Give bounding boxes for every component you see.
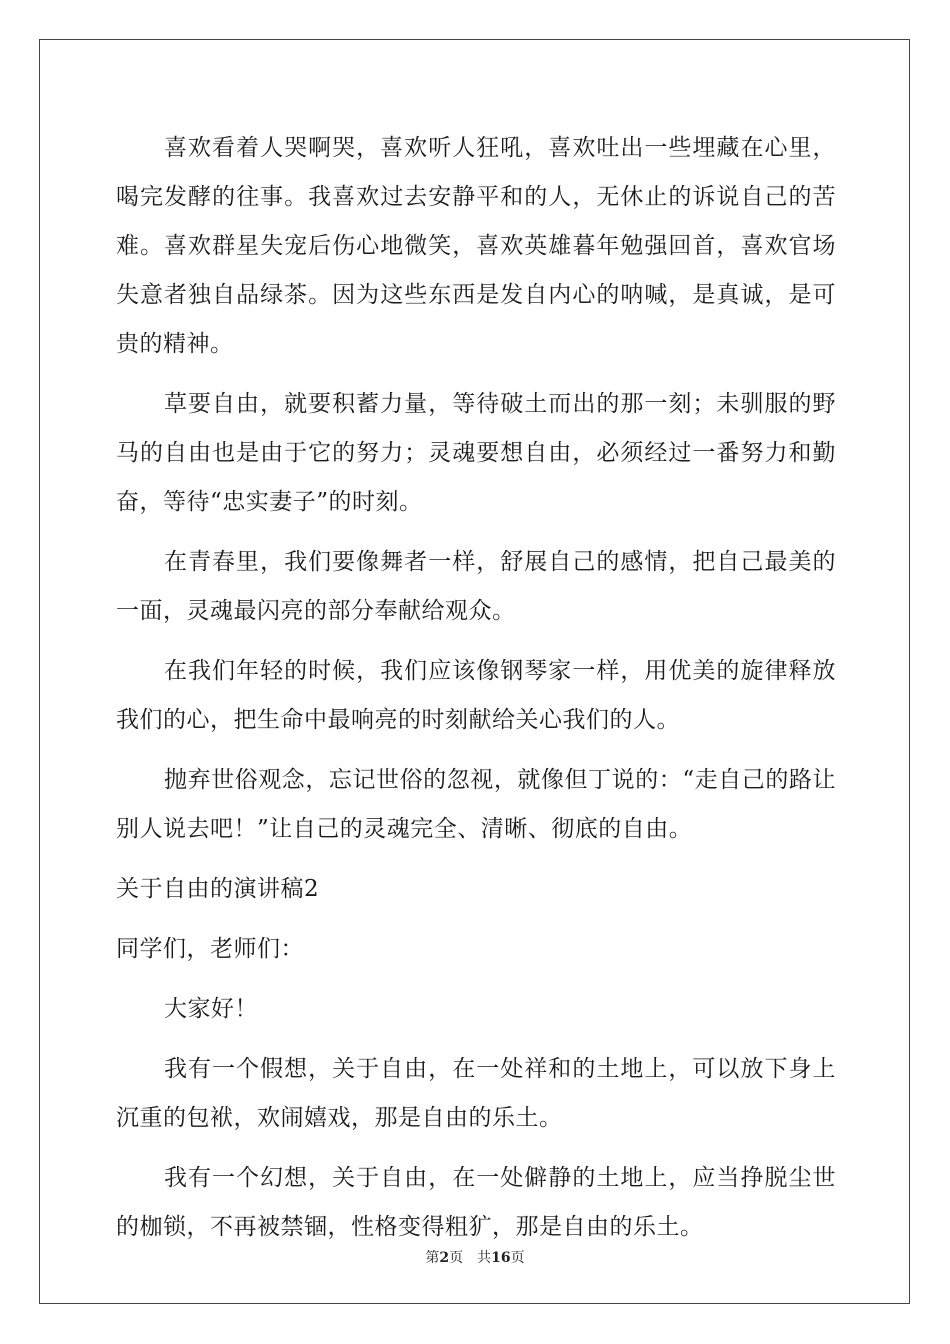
greeting: 大家好！	[164, 996, 258, 1022]
section-title: 关于自由的演讲稿2	[116, 876, 320, 902]
page-current: 2	[439, 1250, 450, 1266]
page-mid: 页 共	[449, 1250, 492, 1266]
paragraph: 抛弃世俗观念，忘记世俗的忽视，就像但丁说的：“走自己的路让别人说去吧！”让自己的灵魂完全、清晰、彻底的自由。	[116, 767, 836, 842]
document-body	[116, 124, 836, 1263]
paragraph: 我有一个假想，关于自由，在一处祥和的土地上，可以放下身上沉重的包袱，欢闹嬉戏，那是自由的乐土。	[116, 1056, 836, 1131]
paragraph: 喜欢看着人哭啊哭，喜欢听人狂吼，喜欢吐出一些埋藏在心里，喝完发酵的往事。我喜欢过去安静平和的人，无休止的诉说自己的苦难。喜欢群星失宠后伤心地微笑，喜欢英雄暮年勉强回首，喜欢官场失意者独自品绿茶。因为这些东西是发自内心的呐喊，是真诚，是可贵的精神。	[116, 135, 836, 357]
paragraph: 我有一个幻想，关于自由，在一处僻静的土地上，应当挣脱尘世的枷锁，不再被禁锢，性格变得粗犷，那是自由的乐土。	[116, 1165, 836, 1240]
page-suffix: 页	[510, 1250, 525, 1266]
page-total: 16	[491, 1250, 511, 1266]
page-prefix: 第	[425, 1250, 440, 1266]
salutation: 同学们，老师们：	[116, 936, 304, 962]
paragraph: 草要自由，就要积蓄力量，等待破土而出的那一刻；未驯服的野马的自由也是由于它的努力；灵魂要想自由，必须经过一番努力和勤奋，等待“忠实妻子”的时刻。	[116, 391, 836, 515]
paragraph: 在我们年轻的时候，我们应该像钢琴家一样，用优美的旋律释放我们的心，把生命中最响亮的时刻献给关心我们的人。	[116, 658, 836, 733]
paragraph: 在青春里，我们要像舞者一样，舒展自己的感情，把自己最美的一面，灵魂最闪亮的部分奉献给观众。	[116, 549, 836, 624]
page-footer	[0, 1247, 950, 1267]
